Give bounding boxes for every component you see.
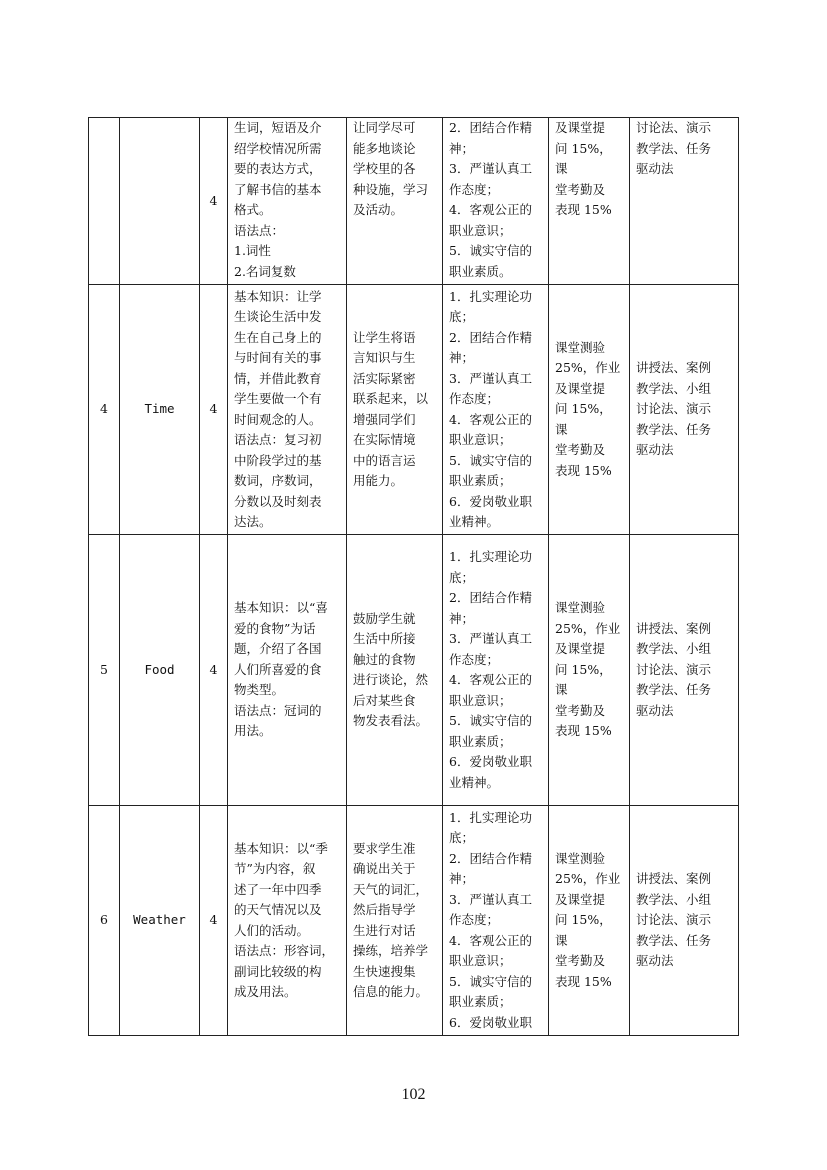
unit-title-cell: Time (120, 285, 200, 535)
ideology-cell: 2．团结合作精 神； 3．严谨认真工 作态度； 4．客观公正的 职业意识； 5．诚实守信的 职业素质。 (443, 118, 549, 285)
course-schedule-table (88, 117, 739, 1036)
goal-cell: 要求学生准 确说出关于 天气的词汇， 然后指导学 生进行对话 操练，培养学 生快速搜集 信息的能力。 (347, 806, 443, 1036)
methods-cell: 讲授法、案例 教学法、小组 讨论法、演示 教学法、任务 驱动法 (630, 285, 739, 535)
unit-title-cell: Food (120, 535, 200, 806)
ideology-cell: 1．扎实理论功 底； 2．团结合作精 神； 3．严谨认真工 作态度； 4．客观公正的 职业意识； 5．诚实守信的 职业素质； 6．爱岗敬业职 业精神。 (443, 535, 549, 806)
content-cell: 基本知识：以“季 节”为内容，叙 述了一年中四季 的天气情况以及 人们的活动。 语法点：形容词， 副词比较级的构 成及用法。 (228, 806, 347, 1036)
table-row (89, 285, 739, 535)
page-number: 102 (401, 1086, 426, 1103)
table-row (89, 806, 739, 1036)
unit-number-cell: 5 (89, 535, 120, 806)
hours-cell: 4 (200, 535, 228, 806)
methods-cell: 讲授法、案例 教学法、小组 讨论法、演示 教学法、任务 驱动法 (630, 806, 739, 1036)
goal-cell: 让同学尽可 能多地谈论 学校里的各 种设施，学习 及活动。 (347, 118, 443, 285)
hours-cell: 4 (200, 806, 228, 1036)
assessment-cell: 课堂测验 25%，作业 及课堂提 问 15%，课 堂考勤及 表现 15% (549, 285, 630, 535)
assessment-cell: 课堂测验 25%，作业 及课堂提 问 15%，课 堂考勤及 表现 15% (549, 806, 630, 1036)
goal-cell: 让学生将语 言知识与生 活实际紧密 联系起来，以 增强同学们 在实际情境 中的语言运 用能力。 (347, 285, 443, 535)
methods-cell: 讨论法、演示 教学法、任务 驱动法 (630, 118, 739, 285)
unit-number-cell: 6 (89, 806, 120, 1036)
ideology-cell: 1．扎实理论功 底； 2．团结合作精 神； 3．严谨认真工 作态度； 4．客观公正的 职业意识； 5．诚实守信的 职业素质； 6．爱岗敬业职 (443, 806, 549, 1036)
content-cell: 基本知识：以“喜 爱的食物”为话 题，介绍了各国 人们所喜爱的食 物类型。 语法点：冠词的 用法。 (228, 535, 347, 806)
assessment-cell: 课堂测验 25%，作业 及课堂提 问 15%，课 堂考勤及 表现 15% (549, 535, 630, 806)
goal-cell: 鼓励学生就 生活中所接 触过的食物 进行谈论，然 后对某些食 物发表看法。 (347, 535, 443, 806)
content-cell: 基本知识：让学 生谈论生活中发 生在自己身上的 与时间有关的事 情，并借此教育 学生要做一个有 时间观念的人。 语法点：复习初 中阶段学过的基 数词，序数词， 分数以及时刻表 达法。 (228, 285, 347, 535)
hours-cell: 4 (200, 285, 228, 535)
content-cell: 生词，短语及介 绍学校情况所需 要的表达方式， 了解书信的基本 格式。 语法点： 1.词性 2.名词复数 (228, 118, 347, 285)
unit-title-cell (120, 118, 200, 285)
hours-cell: 4 (200, 118, 228, 285)
unit-number-cell: 4 (89, 285, 120, 535)
assessment-cell: 及课堂提 问 15%，课 堂考勤及 表现 15% (549, 118, 630, 285)
table-row (89, 118, 739, 285)
methods-cell: 讲授法、案例 教学法、小组 讨论法、演示 教学法、任务 驱动法 (630, 535, 739, 806)
unit-number-cell (89, 118, 120, 285)
ideology-cell: 1．扎实理论功 底； 2．团结合作精 神； 3．严谨认真工 作态度； 4．客观公正的 职业意识； 5．诚实守信的 职业素质； 6．爱岗敬业职 业精神。 (443, 285, 549, 535)
unit-title-cell: Weather (120, 806, 200, 1036)
table-row (89, 535, 739, 806)
